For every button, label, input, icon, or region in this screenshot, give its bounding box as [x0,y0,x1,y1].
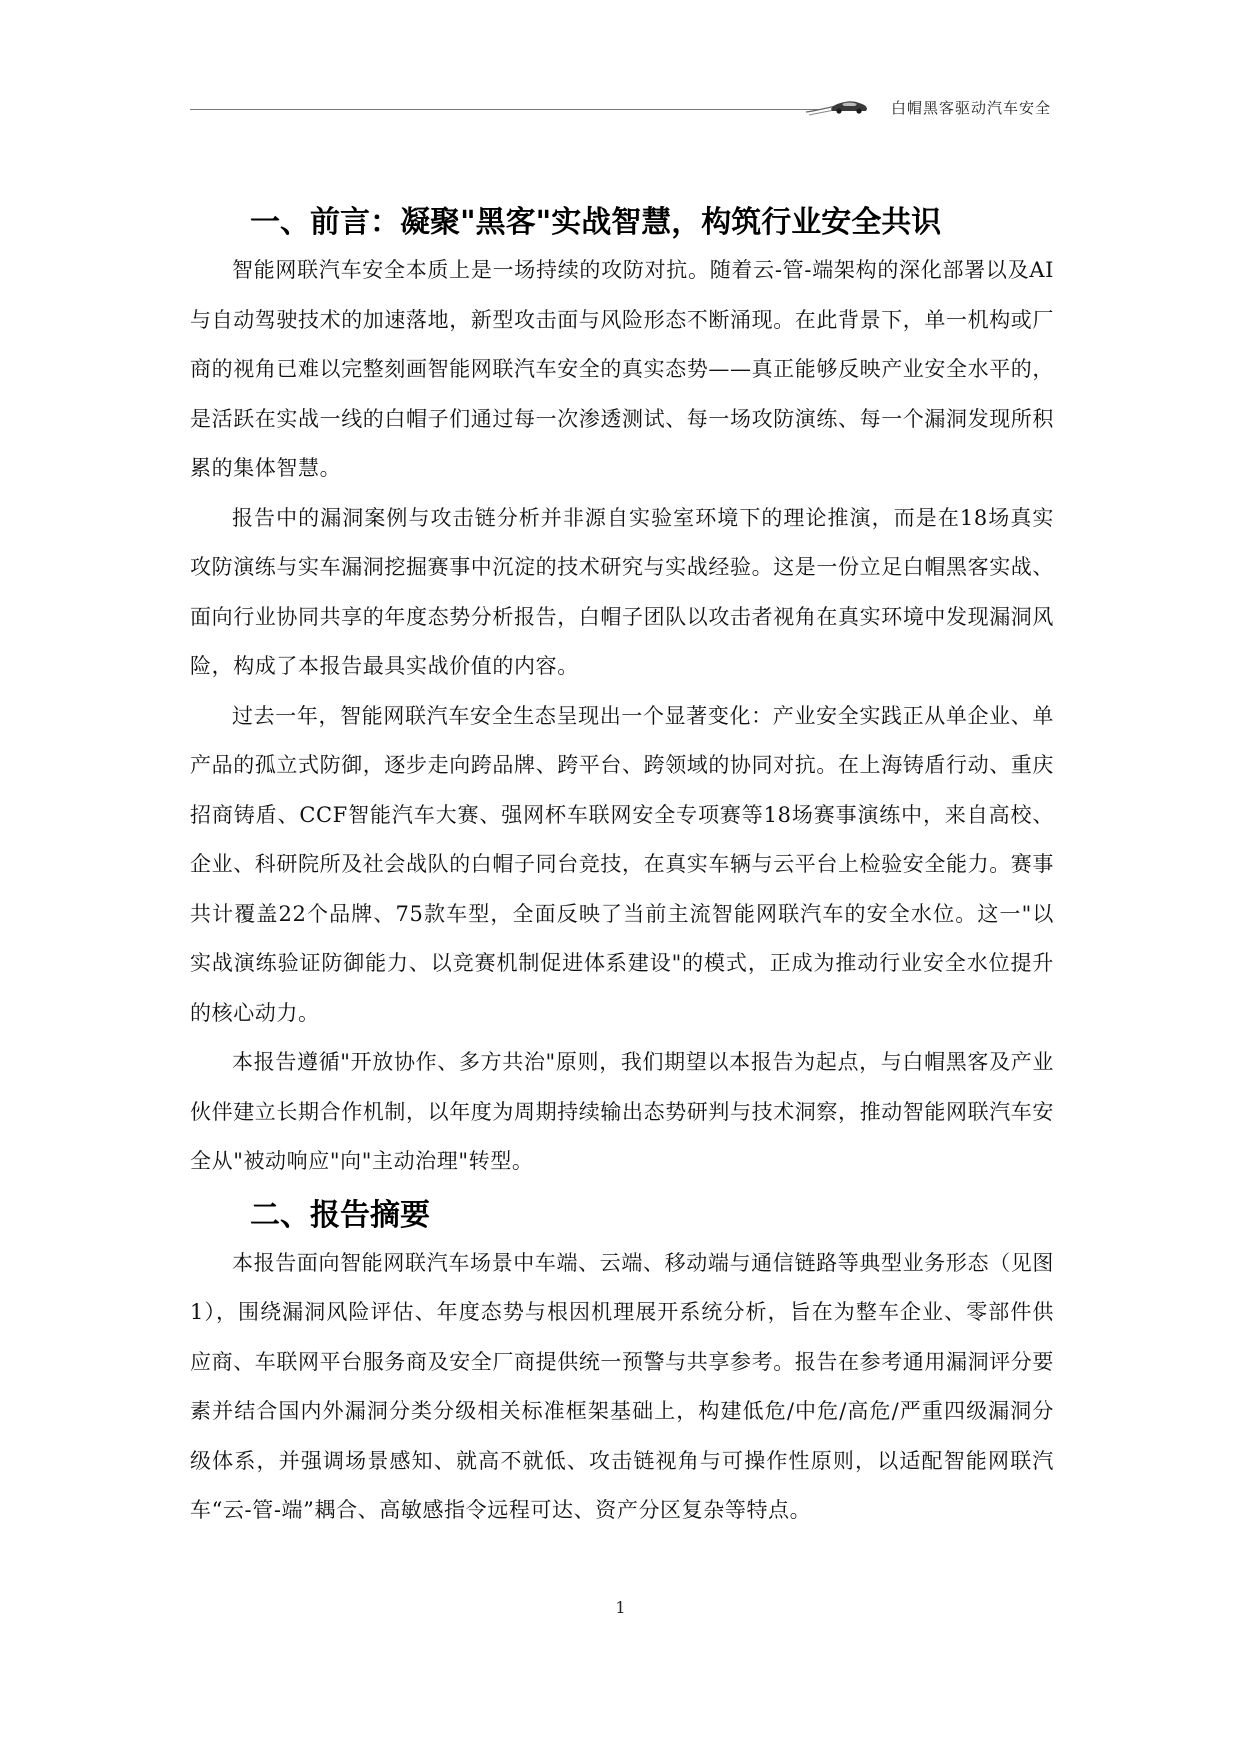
document-body [190,200,1054,1536]
car-icon [829,96,869,116]
header-title: 白帽黑客驱动汽车安全 [890,99,1051,117]
summary-paragraph-1: 本报告面向智能网联汽车场景中车端、云端、移动端与通信链路等典型业务形态（见图 1），围绕漏洞风险评估、年度态势与根因机理展开系统分析，旨在为整车企业、零部件供应商、车联网平台服务商及安全厂商提供统一预警与共享参考。报告在参考通用漏洞评分要素并结合国内外漏洞分类分级相关标准框架基础上，构建低危/中危/高危/严重四级漏洞分级体系，并强调场景感知、就高不就低、攻击链视角与可操作性原则，以适配智能网联汽车“云-管-端”耦合、高敏感指令远程可达、资产分区复杂等特点。 [190,1250,1054,1522]
preface-paragraph-2: 报告中的漏洞案例与攻击链分析并非源自实验室环境下的理论推演，而是在18场真实攻防演练与实车漏洞挖掘赛事中沉淀的技术研究与实战经验。这是一份立足白帽黑客实战、面向行业协同共享的年度态势分析报告，白帽子团队以攻击者视角在真实环境中发现漏洞风险，构成了本报告最具实战价值的内容。 [190,505,1054,678]
page-header [190,88,1051,128]
section-heading-summary: 二、报告摘要 [250,1197,430,1233]
preface-paragraph-3: 过去一年，智能网联汽车安全生态呈现出一个显著变化：产业安全实践正从单企业、单产品的孤立式防御，逐步走向跨品牌、跨平台、跨领域的协同对抗。在上海铸盾行动、重庆招商铸盾、CCF智能汽车大赛、强网杯车联网安全专项赛等18场赛事演练中，来自高校、企业、科研院所及社会战队的白帽子同台竞技，在真实车辆与云平台上检验安全能力。赛事共计覆盖22个品牌、75款车型，全面反映了当前主流智能网联汽车的安全水位。这一"以实战演练验证防御能力、以竞赛机制促进体系建设"的模式，正成为推动行业安全水位提升的核心动力。 [190,703,1054,1025]
preface-paragraph-4: 本报告遵循"开放协作、多方共治"原则，我们期望以本报告为起点，与白帽黑客及产业伙伴建立长期合作机制，以年度为周期持续输出态势研判与技术洞察，推动智能网联汽车安全从"被动响应"向"主动治理"转型。 [190,1050,1054,1173]
section-heading-preface: 一、前言：凝聚"黑客"实战智慧，构筑行业安全共识 [250,205,942,240]
page-number: 1 [615,1598,626,1617]
preface-paragraph-1: 智能网联汽车安全本质上是一场持续的攻防对抗。随着云-管-端架构的深化部署以及AI与自动驾驶技术的加速落地，新型攻击面与风险形态不断涌现。在此背景下，单一机构或厂商的视角已难以完整刻画智能网联汽车安全的真实态势——真正能够反映产业安全水平的，是活跃在实战一线的白帽子们通过每一次渗透测试、每一场攻防演练、每一个漏洞发现所积累的集体智慧。 [190,258,1054,480]
header-rule [190,109,819,110]
